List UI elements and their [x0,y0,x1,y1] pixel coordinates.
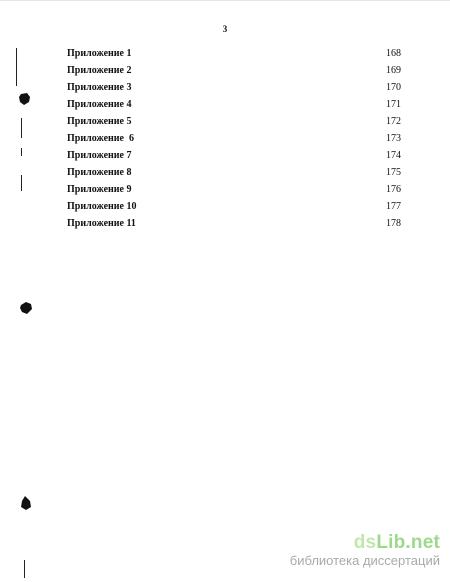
toc-page: 171 [386,99,401,110]
toc-row [67,150,401,167]
page-number: 3 [222,24,228,34]
toc-page: 169 [386,65,401,76]
watermark-logo [290,533,440,553]
toc-row [67,48,401,65]
toc-page: 173 [386,133,401,144]
scan-artifact-line [24,560,25,578]
watermark-logo-prefix: ds [353,532,377,553]
toc-label: Приложение 5 [67,116,132,127]
scan-artifact-line [21,148,22,156]
toc-row [67,99,401,116]
watermark-logo-rest: Lib.net [376,532,440,553]
table-of-contents [67,48,401,235]
toc-page: 168 [386,48,401,59]
toc-row [67,167,401,184]
toc-label: Приложение 9 [67,184,132,195]
scan-artifact-line [21,175,22,191]
scan-artifact-line [21,118,22,138]
toc-label: Приложение 2 [67,65,132,76]
toc-row [67,184,401,201]
toc-label: Приложение 8 [67,167,132,178]
toc-page: 174 [386,150,401,161]
toc-label: Приложение 10 [67,201,137,212]
toc-page: 176 [386,184,401,195]
toc-label: Приложение 1 [67,48,132,59]
toc-label: Приложение 4 [67,99,132,110]
scan-artifact-line [16,48,17,86]
binder-hole-mark-icon [18,92,32,106]
toc-page: 172 [386,116,401,127]
toc-page: 177 [386,201,401,212]
toc-label: Приложение 7 [67,150,132,161]
toc-page: 178 [386,218,401,229]
toc-page: 170 [386,82,401,93]
toc-row [67,116,401,133]
toc-row [67,82,401,99]
binder-hole-mark-icon [19,301,33,315]
watermark-subtitle: библиотека диссертаций [289,553,440,568]
top-border [0,0,450,1]
binder-hole-mark-icon [19,495,33,511]
toc-row [67,65,401,82]
toc-label: Приложение 3 [67,82,132,93]
toc-page: 175 [386,167,401,178]
toc-row [67,201,401,218]
dslib-watermark [290,533,440,568]
toc-row [67,218,401,235]
toc-row [67,133,401,150]
toc-label: Приложение 11 [67,218,136,229]
toc-label: Приложение 6 [67,133,134,144]
